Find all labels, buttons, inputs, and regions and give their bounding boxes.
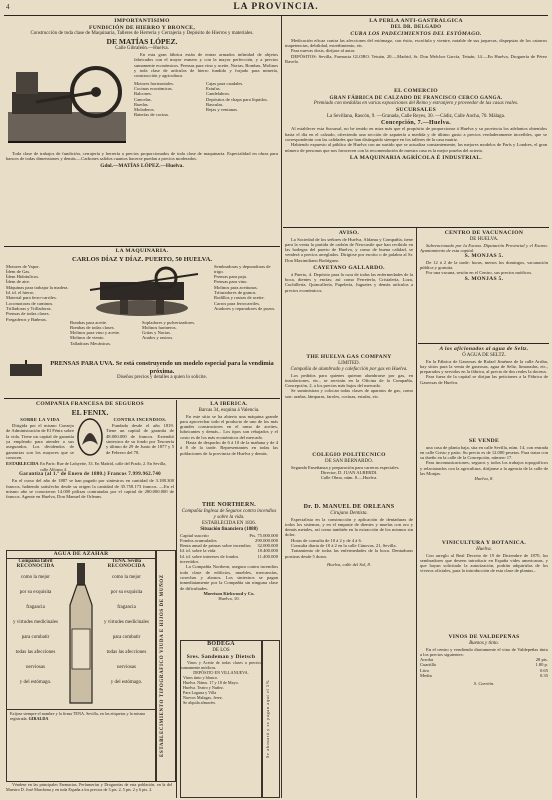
ad-guarantee: Garantiza (al 1.º de Enero de 1880.) Francos 7.999.962.740 (19, 471, 161, 477)
ad-agent-place: Huelva, 10. (218, 596, 240, 602)
list-item: Huelva. Teatro y Nuñez. (183, 685, 224, 691)
ad-heading: FUNDICIÓN DE HIERRO Y BRONCE, (88, 24, 196, 31)
row-value: 1.80 p. (535, 662, 548, 668)
list-item: Molinos para aceitunas. (214, 284, 258, 290)
ad-body: En el curso del año de 1887 se han pagado por siniestros en cantidad de 3.188.300 francos, habiendo satisfecho desde su origen la cantidad de 35.758.173 francos. —En el mismo año se conocieron 14.000 pólizas contratadas por el capital de 280.000.000 de francos. Agente en Huelva, Don Manuel de Orleans. (6, 478, 174, 500)
page-number: 4 (6, 3, 10, 11)
list-item: Prensas para vino. (214, 279, 248, 285)
ad-northern (180, 502, 278, 638)
ad-body: Especialista en la construcción y aplicación de dentaduras de todos los sistemas, y en el empaste de dientes y muelas con oro y demás metales, así como también en la extracción de los mismos sin dolor. (285, 516, 413, 538)
ad-body-2: Se suministran y colocan todas clases de aparatos de gas, como son: arañas, lámparas, faroles, cocinas, estufas, etc. (285, 388, 413, 399)
ad-signature: Gdol.—MATÍAS LÓPEZ.—Huelva. (100, 162, 184, 169)
column-heading: SOBRE LA VIDA (20, 416, 60, 422)
ad-subheading: Construcción de toda clase de Maquinaria, Talleres de Herrería y Cerrajería y Depósito de Hierros y materiales. (30, 31, 254, 37)
ad-firm: CARLOS DÍAZ Y DÍAZ. PUERTO, 50 HUELVA. (71, 255, 213, 263)
ad-title: Dr. D. MANUEL DE ORLEANS (303, 504, 395, 510)
column-heading: CONTRA INCENDIOS. (113, 416, 167, 422)
ad-body: En la Fábrica de Gaseosas de Rafael Jiménez de la calle Arriba, hay sitios para la venta de gaseosas, agua de Seltz, limonadas, etc., preparados y servidos en la fábrica, al precio de dos reales la docena. (420, 358, 548, 375)
ad-body: En esta gran fábrica están de entrar armados infinidad de objetos fabricados con el mayor esmero y con la mayor perfección, y a precios sumamente económicos. Prensas para vino y aceite, Norias, Bombas, Molinos y toda clase de artículos de hierro fundido y forjado para minería, construcción y agricultura. (134, 52, 278, 79)
product-list-left (134, 81, 206, 118)
ad-signature: Huelva, calle del Sol, 8. (326, 561, 371, 567)
ad-director: Director, D. JUAN ALBERDI. (320, 469, 378, 475)
list-item: Grúas y Norias. (142, 330, 171, 336)
ad-subtitle: DE SAN BERNARDO. (325, 458, 373, 464)
ad-body: La Sociedad de los señores de Huelva, Aldama y Compañía, tiene para la venta la partida de carbón de Newcastle que han recibido en las bodegas del puerto de Huelva, y como de buena calidad, se venderá a precios arreglados. Dirigirse por escrito o de palabra al Sr. Don Maximiliano Rodríguez. (285, 236, 413, 263)
ad-line: y del estómago. (110, 680, 143, 686)
ad-depot: Véndese en las principales Farmacias, Perfumerías y Droguerías de esta población, en la del Maestro D. José Marchena y en toda España a los precios de 3 pts. 2, 5 pts. 2 y 6 pts. 2. (6, 782, 172, 792)
section-rule (4, 246, 280, 247)
ad-body: Con arreglo al Real Decreto de 19 de Diciembre de 1870, los sembradores que deseen introducir en España vides americanas, y que hayan solicitado la autorización, podrán adquirirlas de los viveros oficiales, para la introducción de esta clase de plantas... (420, 552, 548, 574)
list-item: Trituradores de granos. (214, 290, 257, 296)
row-label: Fondos acumulados (180, 537, 217, 543)
ad-line: y virtudes medicinales (13, 620, 58, 626)
ad-comercio (285, 88, 547, 226)
ad-line: todas las afecciones (15, 650, 56, 656)
list-item: Molinos de viento. (70, 335, 105, 341)
ad-bottom-text: Exíjase siempre el nombre y la firma TENA. Sevilla, en las etiquetas y la misma registrada. (10, 710, 145, 721)
row-value: 0.35 (539, 673, 548, 679)
list-item: Para Laguna y Villa (183, 690, 217, 696)
ad-colegio (285, 452, 413, 502)
machine-list-right (214, 264, 278, 346)
ad-body: una casa de planta baja, sita en calle Sevilla, núm. 14, con entrada en calle Cristo y patio. Su precio es de 12.000 pesetas. Para tratar con su dueño en la calle de la Concepción, número 17. (420, 444, 548, 461)
ad-body: Subvencionado por la Excma. Diputación Provincial y el Excmo. Ayuntamiento de esta capital. (420, 242, 548, 253)
ad-body: En este sitio se ha abierto una máquina grande para aprovechar todo el producto de uno de los más grandes constructores en el ramo de aceites, lubricantes y demás... Los tipos son rebajados y el costo es de los más económicos del mercado. (180, 413, 278, 440)
table-row (180, 554, 278, 565)
list-item: Trilladoras y Trilladoras. (6, 305, 52, 311)
machine-list-center (70, 320, 142, 346)
list-item: Nuevos Malagas, Jerez. (183, 695, 223, 701)
list-item: Molinos harineros. (142, 324, 177, 330)
ad-aficionados (420, 346, 548, 436)
list-item: Se alquila almacén. (183, 700, 216, 706)
ad-title: EL COMERCIO (394, 88, 438, 94)
ad-title: A los aficionados al agua de Seltz. (439, 346, 529, 352)
column-text: Dirigida por el mismo Consejo de Administración de El Fénix sobre la vida. Tiene un capital de garantía ya empleado para atender a sus asegurados. Los dividendos de ganancias son los mayores que se conocen. (6, 423, 74, 460)
row-label: Litro (420, 667, 430, 673)
ad-maquinaria (6, 248, 278, 360)
ad-vacunacion (420, 230, 548, 342)
ad-signature: CAYETANO GALLARDO. (313, 265, 385, 272)
column-divider (281, 400, 282, 798)
list-item: Moladeros. (134, 107, 155, 113)
ad-heading: GRAN FÁBRICA DE CALZADO DE FRANCISCO CERCO GANGA. (329, 94, 503, 101)
column-divider (281, 16, 282, 400)
ad-title: BODEGA (207, 641, 235, 647)
ad-body: Medicación eficaz contra las afecciones del estómago, con éxito, escrófula y vientre, notable de sus jaquecas, dispepsias de los catarros inapetencias, debilidad, estreñimiento, etc. (285, 37, 547, 49)
ad-subtitle: Compañía Inglesa de Seguros contra incendios y sobre la vida. (181, 508, 277, 520)
vertical-ad-text: ESTABLECIMIENTO TIPOGRÁFICO VIUDA E HIJOS DE MUÑOZ (160, 574, 165, 758)
list-item: Vinos tinto y blanco. (183, 675, 218, 681)
ad-perla (285, 18, 547, 88)
ad-title: COMPAÑÍA FRANCESA DE SEGUROS (36, 401, 144, 407)
ad-agent: Morrison Kirkwood y Co. (203, 590, 255, 596)
ad-subtitle: LIMITED. (338, 360, 360, 366)
ad-left-lines (7, 570, 64, 690)
list-item: Bombas de todas clases. (70, 324, 115, 330)
ad-addresses: La Sevillana, Rascón, 9. —Granada, Calle Reyes, 30. —Cádiz, Calle Ancha, 70. Málaga. (326, 113, 506, 119)
table-row (420, 673, 548, 678)
ad-title: LA PERLA ANTI-GASTRÁLGICA (369, 18, 463, 24)
list-item: Prensas para paja. (214, 274, 248, 280)
ad-price: Para nuevas dosis, diríjase al autor. (291, 48, 356, 54)
azahar-depot (6, 782, 172, 798)
list-item: Cocinas económicas. (134, 85, 173, 91)
row-value: 32.000.000 (257, 543, 278, 549)
row-value: Pts. 75.000.000 (249, 532, 278, 538)
ad-orleans (285, 504, 413, 796)
list-item: Motores de Vapor. (6, 263, 40, 269)
ad-note: á Puerto, 4. Depósito para la cura de todas las enfermedades de la boca, dientes y encías; así como Ferretería, Cristalería, Loza, Cuchillería, Quincallería, Papelería, Juguetes y demás artículos a precios económicos. (285, 271, 413, 293)
ad-signature: S. Carrión. (473, 681, 495, 687)
ad-line: como la mejor (112, 575, 141, 581)
list-item: Ruedas. (134, 101, 149, 107)
row-label: Id. id. sobre la vida (180, 548, 216, 554)
row-value: 0.65 (539, 667, 548, 673)
machine-list-left (6, 264, 70, 346)
ad-label: Para incomunicaciones, seguros y todos los trabajos topográficos y relacionados con la agricultura, diríjanse a la agencia de la calle de las Monjas. (420, 460, 548, 477)
ad-title: THE NORTHERN. (201, 502, 257, 508)
ad-bodega (180, 640, 262, 798)
list-item: Carros para ferrocarriles. (214, 300, 261, 306)
ad-right-heading: TENA. Sevilla (111, 558, 142, 564)
ad-body: Al establecer esta Sucursal, no he tenido en mira más que el propósito de proporcionar á Huelva y su provincia los adelantos obtenidos hasta el día en el calzado, ofreciendo una sección de zapatería a medida y de último gusto a precios verdaderamente increíbles, que se corresponderán con las calidades que han distinguido siempre en los talleres de la casa matriz. (285, 126, 547, 142)
ad-depot-title: DEPÓSITO EN VILLANUEVA. (193, 670, 249, 676)
banner-subtext: Diseños precios y detalles a quien lo solicite. (117, 375, 207, 380)
ad-heading: Compañía de alumbrado y calefacción por gas en Huelva. (290, 366, 408, 372)
list-item: Ídem de aire. (6, 279, 31, 285)
ad-of: DE LOS (212, 647, 230, 653)
ad-title: SE VENDE (468, 438, 500, 444)
ad-address-2: S. MONJAS 5. (464, 275, 504, 282)
press-icon (6, 360, 46, 380)
row-label: Id. id. sobre intereses de fondos invertidos (180, 553, 239, 565)
list-item: Sopladores y pulverizadores. (142, 319, 196, 325)
maquinaria-banner (6, 360, 278, 382)
ad-signature: Huelva, 8. (474, 476, 494, 482)
ad-body: En el centro y vendiendo diariamente el vino de Valdepeñas tinto a los precios siguientes: (420, 646, 548, 657)
row-label: Cuartillo (420, 662, 437, 668)
ad-left-title: RECONOCIDA (16, 563, 55, 569)
section-rule (418, 343, 549, 344)
ad-valdepenas (420, 634, 548, 796)
ad-address: S. MONJAS 5. (464, 253, 504, 260)
ad-line: nerviosas (26, 665, 45, 671)
ad-subtitle: Cirujano Dentista. (330, 510, 368, 516)
ad-title: VINOS DE VALDEPEÑAS (448, 634, 520, 640)
phoenix-emblem (76, 417, 104, 461)
list-item: Id. id. el hierro. (6, 290, 35, 296)
ad-subtitle: Premiado con medallas en varias exposiciones del Reino y extranjero y proveedor de las casas reales. (313, 101, 519, 107)
list-item: Depósitos de chapa para líquidos. (206, 96, 268, 102)
list-item: Material para ferro-carriles. (6, 295, 57, 301)
ad-stamp: ESTABLECIDA (6, 461, 39, 467)
list-item: Rejas y ventanas. (206, 107, 239, 113)
ad-offices: En París: Rue de Lafayette, 33. En Madrid, calle del Prado, 2. En Sevilla, calle Alfonso 4. (40, 461, 167, 472)
list-item: Arados y rastros. (142, 335, 174, 341)
ad-location: Concepción, 7.—Huelva. (381, 119, 451, 126)
ad-owner: DE MATÍAS LÓPEZ. (106, 37, 178, 47)
vertical-ad-2 (262, 640, 280, 798)
list-item: Fregaderos y Bañeras. (6, 316, 47, 322)
list-item: Cancelas. (134, 96, 152, 102)
ad-financial-title: Situación financiera (1888) (200, 526, 258, 532)
ad-body-4: Tratamiento de todas las enfermedades de la boca. Dentaduras postizas desde 5 duros. (285, 548, 413, 559)
ad-branches-title: SUCURSALES (396, 107, 436, 114)
banner-text: PRENSAS PARA UVA. Se está construyendo un modelo especial para la vendimia próxima. (50, 360, 274, 375)
ad-subtitle: DE HUELVA. (469, 236, 499, 242)
ad-line: por su exquisita (110, 590, 143, 596)
ad-body-2: Habiendo expuesto al público de Huelva con un surtido que se actualiza constantemente, las mejores modelos de París y Londres, el gran número de personas que nos favorecen con la recomendación de nuestra casa es la mejor prueba del acierto. (285, 142, 547, 153)
ad-line: fragancia (117, 605, 136, 611)
list-item: Sembradoras y depuradoras de trigo. (214, 263, 271, 274)
ad-body-2: Horas de consulta de 10 á 2 y de 4 á 6. (291, 537, 362, 543)
ad-note: Por una vacuna, sesión en el Centro, sus precios módicos. (426, 270, 533, 276)
ad-line: y virtudes medicinales (104, 620, 149, 626)
ad-vinicultura (420, 540, 548, 632)
financial-table (180, 533, 278, 565)
row-value: 28 pts. (535, 657, 548, 663)
list-item: Locomotoras de caminos. (6, 300, 54, 306)
section-rule (4, 398, 280, 399)
ad-footer: LA MAQUINARIA AGRÍCOLA É INDUSTRIAL. (349, 154, 483, 161)
vertical-ad (156, 550, 176, 782)
ad-line: por su exquisita (19, 590, 52, 596)
ad-body-2: Para fuera de la capital se dirijan las peticiones a la Fábrica de Gaseosas de Huelva. (420, 374, 548, 385)
ad-body: La Compañía Northern, asegura contra incendios toda clase de edificios, muebles, mercancías, cosechas y abonos. Los siniestros se pagan inmediatamente por la Compañía sin ninguna clase de dificultades. (180, 564, 278, 591)
ad-huelva-gas (285, 354, 413, 450)
ad-azahar (6, 550, 156, 782)
product-list-right (206, 81, 278, 118)
list-item: Bombas para aceite. (70, 319, 108, 325)
ad-body: Los pedidos para quienes quieran alumbrarse por gas, en instalaciones, etc., se servirán en la Oficina de la Compañía, Concepción, 2, a los precios más bajos del mercado. (285, 372, 413, 389)
row-value: 18.400.000 (257, 548, 278, 554)
list-item: Balcones. (134, 91, 152, 97)
list-item: Baterías de cocina. (134, 112, 169, 118)
ad-hours: De 12 á 2 de la tarde: horas, menos los domingos, vacunación pública y gratuita. (420, 259, 548, 271)
masthead-rule (4, 15, 548, 16)
ad-right-lines (98, 570, 155, 690)
ad-subtitle: Barcas 34, esquina á Valencia. (198, 407, 260, 413)
ad-body-3: Consulta diaria de 10 á 2 en la calle Cánovas, 21, Sevilla. (291, 543, 397, 549)
ad-body: Vinos y Aceite de todas clases a precios sumamente módicos. (181, 660, 261, 671)
ad-year: ESTABLECIDA EN 1836. (202, 520, 256, 526)
row-label: Media (420, 673, 432, 679)
list-item: Estufas. (206, 85, 221, 91)
list-item: Molinos para vino y aceite. (70, 330, 121, 336)
ad-subtitle: Buenos y tinto. (469, 640, 499, 646)
machine-illustration-area (70, 264, 214, 346)
ad-aviso (285, 230, 413, 354)
price-table (420, 657, 548, 678)
ad-title: AVISO. (338, 230, 360, 236)
ad-line: nerviosas (117, 665, 136, 671)
ad-title: THE HUELVA GAS COMPANY (306, 354, 392, 360)
row-label: Renta anual de primas sobre incendios (180, 543, 251, 549)
ad-line: y del estómago. (19, 680, 52, 686)
list-item: Huelva. Núms. 17 y 18 de Mayo. (183, 680, 239, 686)
list-item: Motores horizontales. (134, 80, 175, 86)
ad-subtitle: Huelva. (476, 546, 492, 552)
row-label: Capital suscrito (180, 532, 209, 538)
ad-importantisimo (6, 18, 278, 246)
ad-line: para combatir (21, 635, 50, 641)
masthead (0, 2, 552, 15)
list-item: Basculas. (206, 101, 224, 107)
ad-right-title: RECONOCIDA (107, 563, 146, 569)
ad-fenix (6, 401, 174, 547)
ad-line: fragancia (26, 605, 45, 611)
engine-illustration (6, 52, 130, 148)
ad-footer: Toda clase de trabajos de fundición, cerrajería y herrería a precios proporcionados de toda clase de maquinaria. Especialidad en obras para bancos de todas dimensiones y demás.—Carbones salidos cuantos hacerse puedan a precios moderados. (6, 151, 278, 162)
list-item: Aradores y reparadores de pozos. (214, 305, 276, 311)
ad-iberica (180, 401, 278, 501)
row-value: 11.400.000 (257, 553, 278, 559)
column-divider (176, 400, 177, 798)
ad-title: LA IBÉRICA. (210, 401, 248, 407)
ad-title: IMPORTANTÍSIMO (114, 18, 170, 24)
ad-sevende (420, 438, 548, 538)
column-text: Fundada desde el año 1819. Tiene un capital de garantía de 48.000.000 de francos. Extendió siniestros de su fondo por Tesorería y último de 29 de Junio de 1877 y 5 de Febrero del 78. (106, 423, 174, 455)
list-item: Ídem Hidráulicos. (6, 274, 40, 280)
vertical-ad-2-text: Se abonará y se pagan aquí el 5% (265, 679, 270, 759)
ad-line: como la mejor (21, 575, 50, 581)
ad-lines (181, 675, 261, 705)
ad-brand: GIRALDA (28, 715, 49, 721)
list-item: Ídem de Gas. (6, 268, 31, 274)
list-item: Talladoras Mecánicas. (70, 340, 112, 346)
ad-address: Calle Olmo, núm. 8.—Huelva. (320, 475, 378, 481)
ad-subtitle: DEL DR. DELGADO (390, 24, 442, 30)
ad-place: Calle Gibraleón.—Huelva. (115, 46, 169, 52)
bottle-illustration (64, 559, 98, 709)
section-rule (283, 227, 549, 228)
ad-title: CENTRO DE VACUNACIÓN (444, 230, 524, 236)
list-item: Candelabros. (206, 91, 231, 97)
newspaper-title: LA PROVINCIA. (233, 2, 319, 12)
list-item: Prensas de todas clases. (6, 311, 50, 317)
list-item: Rodillos y rastras de aceite. (214, 295, 265, 301)
ad-line: todas las afecciones (106, 650, 147, 656)
ad-title: COLEGIO POLITÉCNICO (312, 452, 386, 458)
ad-company-name: Sres. Sandeman y Dietsch (186, 653, 256, 660)
ad-title: VINICULTURA Y BOTÁNICA. (441, 540, 527, 546)
machine-list-center-2 (142, 320, 214, 346)
ad-left-heading: Compañía fabril (18, 558, 53, 564)
ad-line: para combatir (112, 635, 141, 641)
ad-company-name: EL FENIX. (71, 407, 109, 417)
column-divider (416, 228, 417, 798)
row-value: 290.000.000 (255, 537, 278, 543)
ad-body: Segunda Enseñanza y preparación para carreras especiales. (291, 464, 400, 470)
ad-title: LA MAQUINARIA. (115, 248, 169, 254)
ad-heading: CURA LOS PADECIMIENTOS DEL ESTÓMAGO. (350, 31, 482, 38)
row-label: Arroba (420, 657, 434, 663)
ad-title: AGUA DE AZAHAR (7, 551, 155, 559)
ad-body-2: Hasta de despacho de 6 á 10 de la mañana y de 4 á 8 de la tarde. Representantes en todas las poblaciones de la provincia de Huelva y demás. (180, 440, 278, 456)
ad-subtitle: Ó AGUA DE SELTZ. (462, 352, 506, 358)
list-item: Cajas para caudales. (206, 80, 244, 86)
ad-depot: DEPÓSITOS: Sevilla, Farmacia GLOBO. Tetuán, 20.—Madrid, Sr. Don Melchor García, Tetuán, 14.—En Huelva, Droguería de Pérez Ravelo. (285, 53, 547, 64)
list-item: Máquinas para trabajar la madera. (6, 284, 69, 290)
